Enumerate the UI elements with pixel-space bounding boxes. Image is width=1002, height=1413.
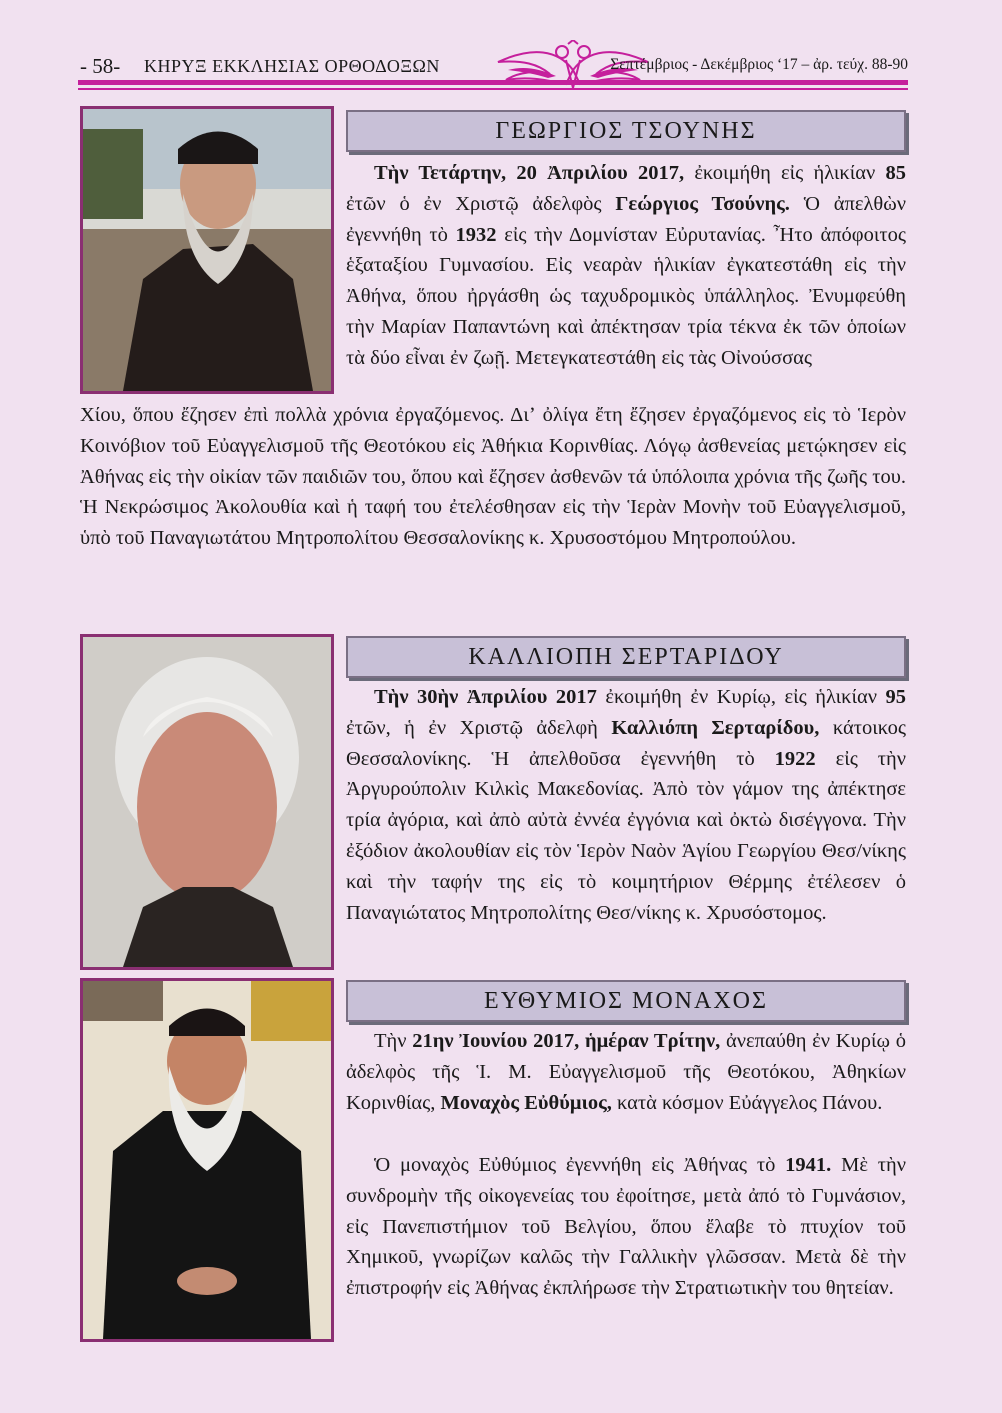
name-1: Γεώργιος Τσούνης. [615,192,790,215]
header-rule-thick [78,80,908,85]
portrait-efthymios-monachos [80,978,334,1342]
text-span: ἐτῶν ὁ ἐν Χριστῷ ἀδελφὸς [346,192,616,215]
portrait-georgios-tsounis [80,106,334,394]
text-span: κατὰ κόσμον Εὐάγγελος Πάνου. [611,1091,883,1114]
text-span: εἰς τὴν Δομνίσταν Εὐρυτανίας. Ἦτο ἀπόφοιτος ἑξαταξίου Γυμνασίου. Εἰς νεαρὰν ἡλικίαν ἐγκατεστάθη εἰς τὴν Ἀθήνα, ὅπου ἠργάσθη ὡς ταχυδρομικὸς ὑπάλληλος. Ἐνυμφεύθη τὴν Μαρίαν Παπαντώνη καὶ ἀπέκτησαν τρία τέκνα ἐκ τῶν ὁποίων τὰ δύο εἶναι ἐν ζωῇ. Μετεγκατεστάθη εἰς τὰς Οἰνούσσας [346,223,907,369]
text-span: ἐκοιμήθη εἰς ἡλικίαν [684,162,886,184]
age-2: 95 [885,686,906,708]
birth-year-3: 1941. [785,1154,832,1176]
journal-title: ΚΗΡΥΞ ΕΚΚΛΗΣΙΑΣ ΟΡΘΟΔΟΞΩΝ [144,56,440,76]
portrait-kalliopi-sertaridou [80,634,334,970]
issue-info: Σεπτέμβριος - Δεκέμβριος ‘17 – ἀρ. τεύχ. 88-90 [610,56,908,73]
obituary-text-1 [346,158,906,374]
text-span: Μὲ τὴν συνδρομὴν τῆς οἰκογενείας του ἐφοίτησε, μετὰ ἀπό τὸ Γυμνάσιον, εἰς Πανεπιστήμιον τοῦ Βελγίου, ὅπου ἔλαβε τὸ πτυχίον τοῦ Χημικοῦ, γνωρίζων καλῶς τὴν Γαλλικὴν γλῶσσαν. Μετὰ δὲ τὴν ἐπιστροφήν εἰς Ἀθήνας ἐκπλήρωσε τὴν Στρατιωτικὴν του θητείαν. [346,1154,906,1300]
date-2: Τὴν 30ὴν Ἀπριλίου 2017 [374,686,597,708]
birth-year-1: 1932 [455,223,497,246]
obituary-title-1: ΓΕΩΡΓΙΟΣ ΤΣΟΥΝΗΣ [346,110,906,152]
name-3: Μοναχὸς Εὐθύμιος, [440,1091,612,1114]
obituary-text-3a [346,1026,906,1118]
header-rule-thin [78,88,908,90]
obituary-title-2: ΚΑΛΛΙΟΠΗ ΣΕΡΤΑΡΙΔΟΥ [346,636,906,678]
date-3: 21ην Ἰουνίου 2017, ἡμέραν Τρίτην, [412,1030,721,1052]
page-number: - 58- [80,54,121,78]
obituary-text-2 [346,682,906,928]
obituary-text-1-continued: Χίου, ὅπου ἔζησεν ἐπὶ πολλὰ χρόνια ἐργαζόμενος. Διʼ ὀλίγα ἔτη ἔζησεν ἐργαζόμενος εἰς τὸ Ἱερὸν Κοινόβιον τοῦ Εὐαγγελισμοῦ τῆς Θεοτόκου εἰς Ἀθήκια Κορινθίας. Λόγῳ ἀσθενείας μετῴκησεν εἰς Ἀθήνας εἰς τὴν οἰκίαν τῶν παιδιῶν του, ὅπου καὶ ἔζησεν ἀσθενῶν τά ὑπόλοιπα χρόνια τῆς ζωῆς του. Ἡ Νεκρώσιμος Ἀκολουθία καὶ ἡ ταφή του ἐτελέσθησαν εἰς τὴν Ἱερὰν Μονὴν τοῦ Εὐαγγελισμοῦ, ὑπὸ τοῦ Παναγιωτάτου Μητροπολίτου Θεσσαλονίκης κ. Χρυσοστόμου Μητροπούλου. [80,404,906,550]
obituary-title-3: ΕΥΘΥΜΙΟΣ ΜΟΝΑΧΟΣ [346,980,906,1022]
text-span: κάτοικος Θεσσαλονίκης. Ἡ ἀπελθοῦσα ἐγεννήθη τὸ [346,716,906,770]
text-span: Τὴν [374,1030,413,1052]
text-span: εἰς τὴν Ἀργυρούπολιν Κιλκὶς Μακεδονίας. Ἀπὸ τὸν γάμον της ἀπέκτησε τρία ἀγόρια, καὶ ἀπὸ αὐτὰ ἐννέα ἐγγόνια καὶ ὀκτὼ δισέγγονα. Τὴν ἐξόδιον ἀκολουθίαν εἰς τὸν Ἱερὸν Ναὸν Ἁγίου Γεωργίου Θεσ/νίκης καὶ τὴν ταφήν της εἰς τὸ κοιμητήριον Θέρμης ἐτέλεσεν ὁ Παναγιώτατος Μητροπολίτης Θεσ/νίκης κ. Χρυσόστομος. [346,747,906,924]
name-2: Καλλιόπη Σερταρίδου, [611,716,820,739]
obituary-text-3b [346,1150,906,1304]
text-span: Ὁ μοναχὸς Εὐθύμιος ἐγεννήθη εἰς Ἀθήνας τὸ [374,1154,786,1176]
birth-year-2: 1922 [774,747,816,770]
age-1: 85 [885,162,906,184]
text-span: ἀνεπαύθη ἐν Κυρίῳ ὁ ἀδελφὸς τῆς Ἱ. Μ. Εὐαγγελισμοῦ τῆς Θεοτόκου, Ἀθηκίων Κορινθίας, [346,1030,906,1114]
text-span: ἐκοιμήθη ἐν Κυρίῳ, εἰς ἡλικίαν [596,686,886,708]
date-1: Τὴν Τετάρτην, 20 Ἀπριλίου 2017, [374,162,685,184]
text-span: Ὁ ἀπελθὼν ἐγεννήθη τὸ [346,192,906,246]
text-span: ἐτῶν, ἡ ἐν Χριστῷ ἀδελφὴ [346,716,612,739]
